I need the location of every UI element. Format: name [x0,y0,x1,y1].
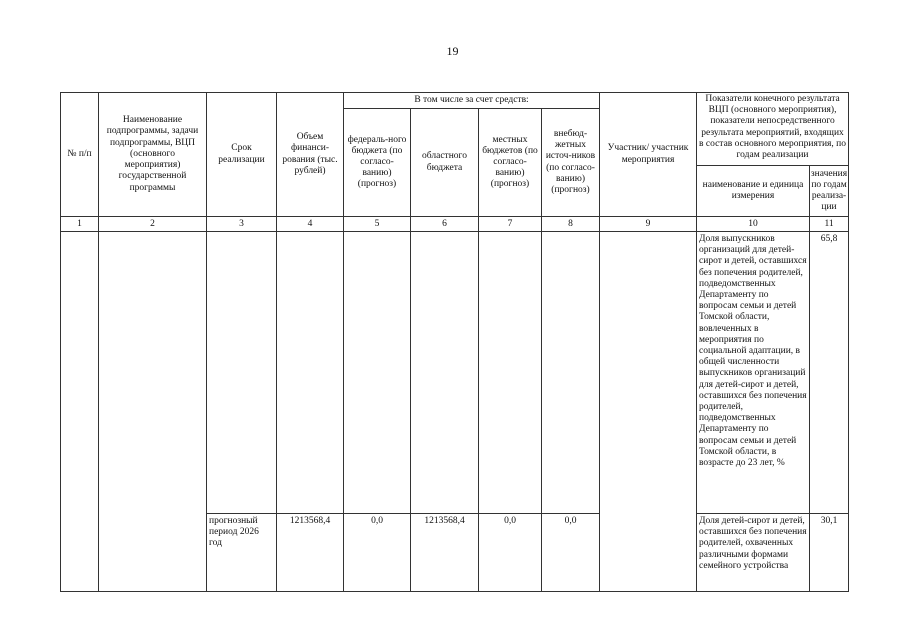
table-row [61,232,849,514]
row-local [479,232,542,514]
column-number: 7 [479,217,542,232]
column-number: 2 [99,217,207,232]
row-participant-cell [600,232,697,592]
row-volume [277,232,344,514]
header-num: № п/п [61,93,99,217]
column-number: 4 [277,217,344,232]
column-number: 10 [697,217,810,232]
header-indicators-sub [697,166,848,216]
row-offbudget: 0,0 [542,514,600,592]
row-regional: 1213568,4 [411,514,479,592]
row-period: прогнозный период 2026 год [207,514,277,592]
header-indicators-wrap [697,93,849,217]
column-number: 1 [61,217,99,232]
column-number: 9 [600,217,697,232]
row-period [207,232,277,514]
header-federal: федераль-ного бюджета (по согласо-ванию) (прогноз) [344,109,411,217]
header-indicator-name: наименование и единица измерения [697,166,810,216]
header-row-1 [61,93,849,109]
header-period: Срок реализации [207,93,277,217]
row-volume: 1213568,4 [277,514,344,592]
row-indicator-name: Доля детей-сирот и детей, оставшихся без попечения родителей, охваченных различными формами семейного устройства [697,514,810,592]
row-regional [411,232,479,514]
column-number: 6 [411,217,479,232]
column-number: 8 [542,217,600,232]
row-indicator-value: 30,1 [810,514,849,592]
row-indicator-name: Доля выпускников организаций для детей-сирот и детей, оставшихся без попечения родителей, подведомственных Департаменту по вопросам семьи и детей Томской области, вовлеченных в мероприятия по социальной адаптации, в общей численности выпускников организаций для детей-сирот и детей, оставшихся без попечения родителей, подведомственных Департаменту по вопросам семьи и детей Томской области, в возрасте до 23 лет, % [697,232,810,514]
column-number: 11 [810,217,849,232]
header-name: Наименование подпрограммы, задачи подпрограммы, ВЦП (основного мероприятия) государственной программы [99,93,207,217]
page-number: 19 [446,44,459,58]
row-offbudget [542,232,600,514]
column-number: 5 [344,217,411,232]
header-volume: Объем финанси-рования (тыс. рублей) [277,93,344,217]
row-num-cell [61,232,99,592]
column-number-row [61,217,849,232]
row-federal: 0,0 [344,514,411,592]
program-table [60,92,849,592]
row-indicator-value: 65,8 [810,232,849,514]
header-indicators-group: Показатели конечного результата ВЦП (основного мероприятия), показатели непосредственного результата мероприятий, входящих в состав основного мероприятия, по годам реализации [697,93,848,166]
column-number: 3 [207,217,277,232]
row-name-cell [99,232,207,592]
header-participant: Участник/ участник мероприятия [600,93,697,217]
header-offbudget: внебюд-жетных источ-ников (по согласо-ванию) (прогноз) [542,109,600,217]
header-local: местных бюджетов (по согласо-ванию) (прогноз) [479,109,542,217]
row-local: 0,0 [479,514,542,592]
header-sources-group: В том числе за счет средств: [344,93,600,109]
header-indicator-value: значения по годам реализа-ции [810,168,848,213]
row-federal [344,232,411,514]
header-regional: областного бюджета [411,109,479,217]
